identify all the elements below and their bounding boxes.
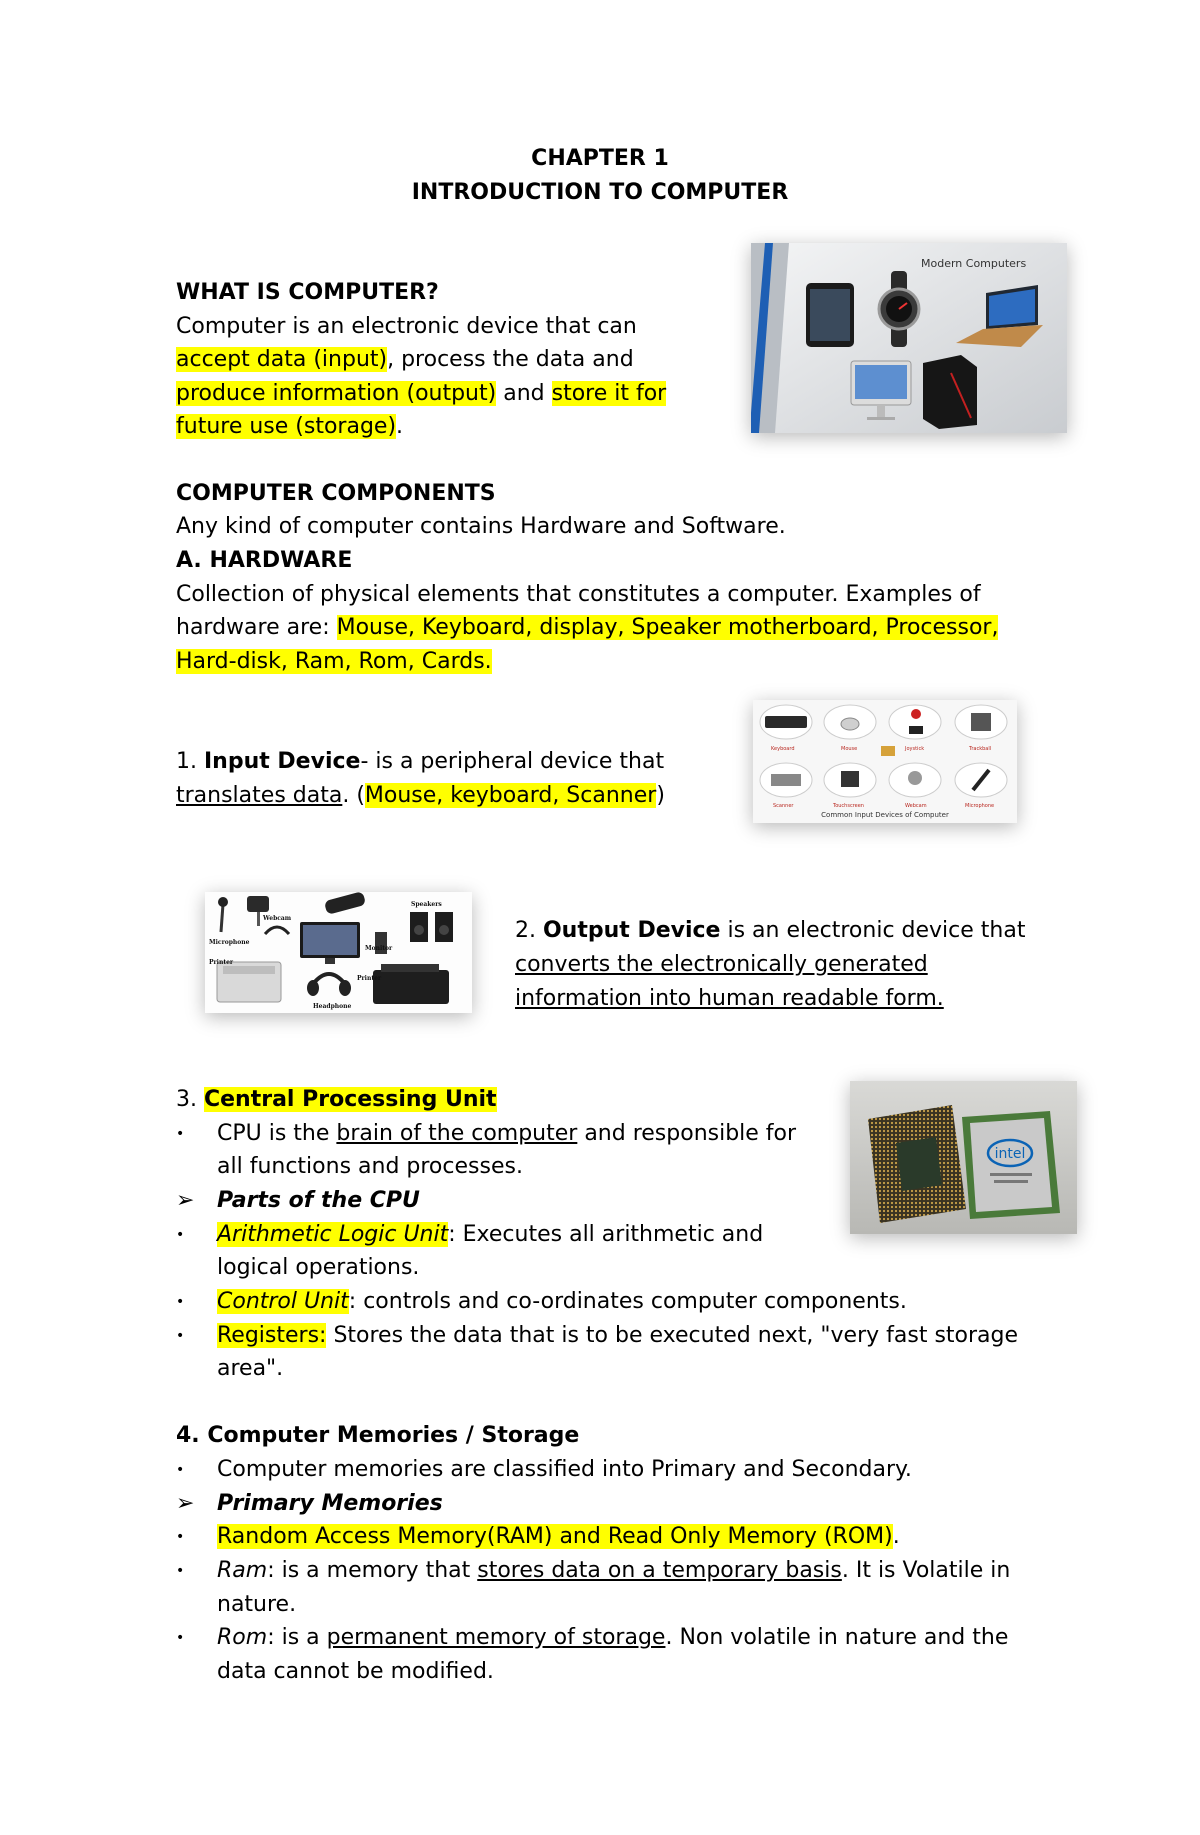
bullet-icon: • [176,1529,185,1545]
input-devices-caption: Common Input Devices of Computer [821,811,949,819]
cpu-term: Central Processing Unit [203,1087,497,1112]
memory-ram-cont: nature. [217,1592,297,1617]
memory-ram-line: Ram: is a memory that stores data on a temporary basis. It is Volatile in [217,1558,1011,1583]
bullet-icon: • [176,1126,185,1142]
label-webcam-out: Webcam [263,915,292,922]
label-webcam: Webcam [905,803,927,809]
modern-computers-image [751,243,1067,433]
memory-rom-cont: data cannot be modified. [217,1659,494,1684]
memory-bullet-ram-rom: Random Access Memory(RAM) and Read Only Memory (ROM). [217,1524,900,1549]
what-is-title: WHAT IS COMPUTER? [176,280,439,305]
cpu-registers-cont: area". [217,1356,284,1381]
components-line-1: Any kind of computer contains Hardware and Software. [176,514,786,539]
highlight-store: store it for [551,381,667,406]
cpu-bullet-1: CPU is the brain of the computer and responsible for [217,1121,797,1146]
bullet-icon: • [176,1227,185,1243]
label-keyboard: Keyboard [771,746,795,752]
cpu-registers-line: Registers: Stores the data that is to be executed next, "very fast storage [217,1323,1019,1348]
input-devices-image [753,700,1017,823]
bullet-icon: • [176,1563,185,1579]
memory-bullet-1: Computer memories are classified into Primary and Secondary. [217,1457,912,1482]
label-printer-1: Printer [209,959,234,966]
modern-computers-caption: Modern Computers [921,257,1027,270]
chapter-title: INTRODUCTION TO COMPUTER [411,180,789,205]
what-is-line-2: accept data (input), process the data and [176,347,634,372]
highlight-storage: future use (storage) [176,414,397,439]
bullet-icon: • [176,1630,185,1646]
label-printer-2: Printer [357,975,382,982]
output-devices-image [205,892,472,1013]
memory-rom-line: Rom: is a permanent memory of storage. Non volatile in nature and the [217,1625,1009,1650]
highlight-input: accept data (input) [176,347,388,372]
what-is-line-4: future use (storage). [176,414,404,439]
arrow-icon: ➢ [176,1188,195,1213]
input-device-line-2: translates data. (Mouse, keyboard, Scanner) [176,783,665,808]
label-touchscreen: Touchscreen [833,803,864,809]
what-is-line-3: produce information (output) and store it for [176,381,667,406]
arrow-icon: ➢ [176,1491,195,1516]
cpu-parts-title: Parts of the CPU [217,1188,420,1213]
bullet-icon: • [176,1462,185,1478]
hardware-title: A. HARDWARE [176,548,353,573]
label-microphone: Microphone [965,803,995,809]
intel-logo: intel [994,1146,1026,1162]
output-device-line-2: converts the electronically generated [515,952,928,977]
bullet-icon: • [176,1328,185,1344]
label-monitor: Monitor [365,945,393,952]
bullet-icon: • [176,1294,185,1310]
label-headphone: Headphone [313,1003,352,1010]
memory-title-line: 4. Computer Memories / Storage [176,1423,580,1448]
label-microphone-out: Microphone [209,939,250,946]
label-speakers: Speakers [411,901,442,908]
hardware-line-1: Collection of physical elements that constitutes a computer. Examples of [176,582,981,607]
cpu-bullet-1-cont: all functions and processes. [217,1154,523,1179]
cpu-cu-line: Control Unit: controls and co-ordinates computer components. [217,1289,907,1314]
primary-memories-title: Primary Memories [217,1491,443,1516]
cpu-alu-line: Arithmetic Logic Unit: Executes all arithmetic and [217,1222,764,1247]
label-mouse: Mouse [841,746,858,752]
label-joystick: Joystick [905,746,925,752]
output-device-line-1: 2. Output Device is an electronic device that [515,918,1026,943]
output-device-line-3: information into human readable form. [515,986,944,1011]
cpu-chip-image [850,1081,1077,1234]
cpu-alu-cont: logical operations. [217,1255,420,1280]
input-device-term: Input Device [203,749,361,774]
label-trackball: Trackball [969,746,992,752]
label-scanner: Scanner [773,803,794,809]
cpu-title-line: 3. Central Processing Unit [176,1087,497,1112]
highlight-hardware-examples: Mouse, Keyboard, display, Speaker motherboard, Processor, [336,615,999,640]
output-device-term: Output Device [542,918,721,943]
hardware-line-3: Hard-disk, Ram, Rom, Cards. [176,649,492,674]
input-device-line-1: 1. Input Device- is a peripheral device that [176,749,665,774]
memory-title: Computer Memories / Storage [207,1423,580,1448]
chapter-number: CHAPTER 1 [531,146,669,171]
highlight-output: produce information (output) [176,381,497,406]
components-title: COMPUTER COMPONENTS [176,481,496,506]
what-is-line-1: Computer is an electronic device that can [176,314,637,339]
hardware-line-2: hardware are: Mouse, Keyboard, display, Speaker motherboard, Processor, [176,615,999,640]
